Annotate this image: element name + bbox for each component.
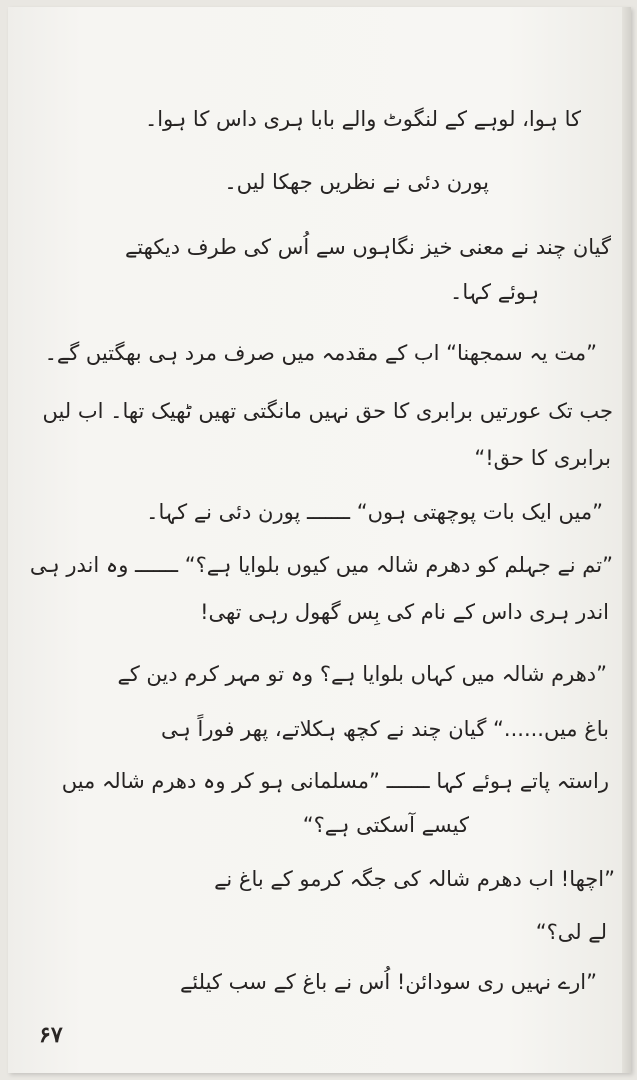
book-page <box>8 7 631 1073</box>
text-line-9: ”تم نے جہلم کو دھرم شالہ میں کیوں بلوایا ہے؟“ ـــــــ وہ اندر ہی <box>29 553 613 577</box>
text-line-11: ”دھرم شالہ میں کہاں بلوایا ہے؟ وہ تو مہر کرم دین کے <box>117 662 607 686</box>
text-line-6: جب تک عورتیں برابری کا حق نہیں مانگتی تھیں ٹھیک تھا۔ اب لیں <box>42 399 613 423</box>
text-line-14: کیسے آسکتی ہے؟“ <box>302 813 469 837</box>
text-line-3: گیان چند نے معنی خیز نگاہوں سے اُس کی طرف دیکھتے <box>125 235 611 259</box>
text-line-15: ”اچھا! اب دھرم شالہ کی جگہ کرمو کے باغ نے <box>214 867 615 891</box>
text-line-8: ”میں ایک بات پوچھتی ہوں“ ـــــــ پورن دئی نے کہا۔ <box>146 500 603 524</box>
text-line-5: ”مت یہ سمجھنا“ اب کے مقدمہ میں صرف مرد ہی بھگتیں گے۔ <box>44 341 597 365</box>
text-line-10: اندر ہری داس کے نام کی بِس گھول رہی تھی! <box>200 600 609 624</box>
text-line-2: پورن دئی نے نظریں جھکا لیں۔ <box>224 170 489 194</box>
text-line-13: راستہ پاتے ہوئے کہا ـــــــ ”مسلمانی ہو کر وہ دھرم شالہ میں <box>61 769 609 793</box>
text-line-4: ہوئے کہا۔ <box>450 280 539 304</box>
text-line-7: برابری کا حق!“ <box>474 446 611 470</box>
page-number: ۶۷ <box>39 1022 63 1048</box>
text-line-17: ”ارے نہیں ری سودائن! اُس نے باغ کے سب کیلئے <box>179 970 597 994</box>
page-edge-shadow <box>622 7 631 1073</box>
text-line-12: باغ میں......“ گیان چند نے کچھ ہکلاتے، پھر فوراً ہی <box>161 717 609 741</box>
text-line-1: کا ہوا، لوہے کے لنگوٹ والے بابا ہری داس کا ہوا۔ <box>144 107 581 131</box>
text-line-16: لے لی؟“ <box>535 920 607 944</box>
